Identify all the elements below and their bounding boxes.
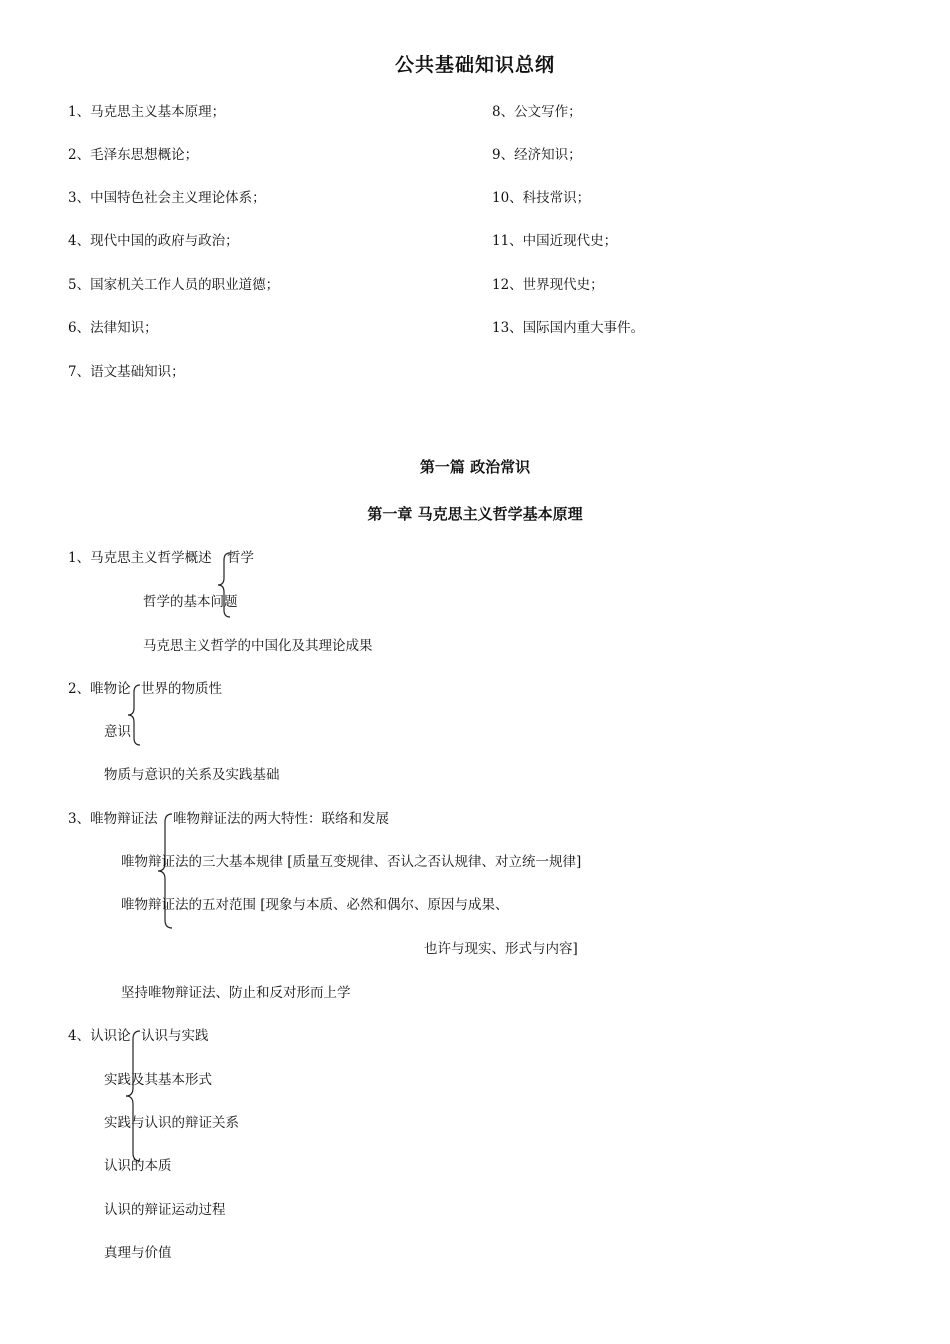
part-title: 第一篇 政治常识 bbox=[419, 458, 531, 476]
outline-item: 6、法律知识； bbox=[68, 320, 158, 336]
section-item: 哲学 bbox=[227, 550, 254, 566]
section-item: 哲学的基本问题 bbox=[143, 594, 238, 610]
section-heading: 1、马克思主义哲学概述 bbox=[68, 550, 212, 566]
outline-item: 3、中国特色社会主义理论体系； bbox=[68, 190, 266, 206]
section-item: 实践与认识的辩证关系 bbox=[104, 1115, 239, 1131]
section-item: 物质与意识的关系及实践基础 bbox=[104, 767, 280, 783]
section-item: 坚持唯物辩证法、防止和反对形而上学 bbox=[121, 985, 351, 1001]
section-heading: 3、唯物辩证法 bbox=[68, 811, 158, 827]
section-item: 真理与价值 bbox=[104, 1245, 172, 1261]
chapter-title: 第一章 马克思主义哲学基本原理 bbox=[367, 505, 583, 523]
section-item: 世界的物质性 bbox=[141, 681, 222, 697]
section-item: 马克思主义哲学的中国化及其理论成果 bbox=[143, 638, 373, 654]
section-item: 也许与现实、形式与内容] bbox=[424, 941, 578, 957]
section-heading: 4、认识论 bbox=[68, 1028, 131, 1044]
section-item: 认识与实践 bbox=[141, 1028, 209, 1044]
outline-item: 11、中国近现代史； bbox=[492, 233, 618, 249]
outline-item: 13、国际国内重大事件。 bbox=[492, 320, 645, 336]
section-item: 认识的辩证运动过程 bbox=[104, 1202, 226, 1218]
outline-item: 2、毛泽东思想概论； bbox=[68, 147, 199, 163]
section-item: 唯物辩证法的三大基本规律 [质量互变规律、否认之否认规律、对立统一规律] bbox=[121, 854, 582, 870]
outline-item: 4、现代中国的政府与政治； bbox=[68, 233, 239, 249]
outline-item: 7、语文基础知识； bbox=[68, 364, 185, 380]
section-item: 认识的本质 bbox=[104, 1158, 172, 1174]
section-item: 实践及其基本形式 bbox=[104, 1072, 212, 1088]
document-title: 公共基础知识总纲 bbox=[394, 54, 555, 76]
outline-item: 5、国家机关工作人员的职业道德； bbox=[68, 277, 280, 293]
brace bbox=[124, 1030, 142, 1162]
outline-item: 10、科技常识； bbox=[492, 190, 591, 206]
section-item: 唯物辩证法的两大特性：联络和发展 bbox=[173, 811, 389, 827]
outline-item: 8、公文写作； bbox=[492, 104, 582, 120]
section-item: 唯物辩证法的五对范围 [现象与本质、必然和偶尔、原因与成果、 bbox=[121, 897, 509, 913]
section-heading: 2、唯物论 bbox=[68, 681, 131, 697]
section-item: 意识 bbox=[104, 724, 131, 740]
outline-item: 9、经济知识； bbox=[492, 147, 582, 163]
outline-item: 12、世界现代史； bbox=[492, 277, 604, 293]
outline-item: 1、马克思主义基本原理； bbox=[68, 104, 226, 120]
